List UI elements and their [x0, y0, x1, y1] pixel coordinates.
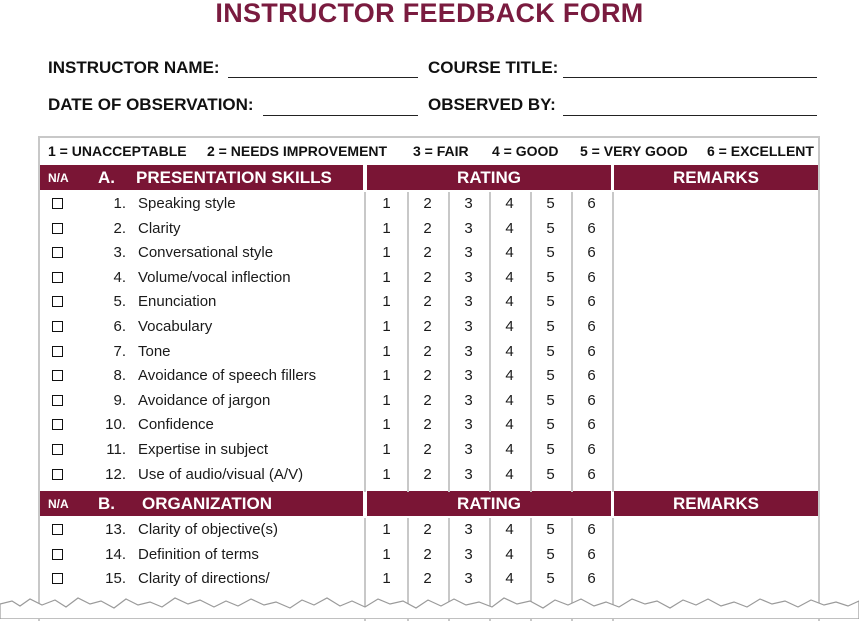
- item-label: Tone: [138, 342, 171, 360]
- item-number: 3.: [113, 244, 126, 262]
- na-checkbox[interactable]: [52, 247, 63, 258]
- rating-header: RATING: [367, 165, 611, 190]
- rating-option-1[interactable]: 1: [382, 318, 391, 335]
- rating-option-5[interactable]: 5: [546, 342, 555, 360]
- rating-option-5[interactable]: 5: [546, 367, 555, 385]
- rating-option-3[interactable]: 3: [464, 268, 473, 286]
- rating-option-3[interactable]: 3: [464, 545, 473, 563]
- rating-option-3[interactable]: 3: [464, 293, 473, 311]
- na-header: N/A: [48, 171, 69, 185]
- rating-option-1[interactable]: 1: [382, 293, 391, 311]
- criteria-row: [40, 543, 818, 568]
- rating-option-5[interactable]: 5: [546, 268, 555, 286]
- rating-option-6[interactable]: 6: [587, 441, 596, 458]
- rating-option-3[interactable]: 3: [464, 342, 473, 360]
- rating-option-5[interactable]: 5: [546, 521, 555, 538]
- rating-option-6[interactable]: 6: [587, 268, 596, 286]
- rating-option-3[interactable]: 3: [464, 367, 473, 385]
- rating-option-1[interactable]: 1: [382, 268, 391, 286]
- item-label: Definition of terms: [138, 545, 259, 563]
- item-number: 10.: [105, 416, 126, 434]
- na-checkbox[interactable]: [52, 524, 63, 535]
- criteria-row: [40, 389, 818, 414]
- rating-option-5[interactable]: 5: [546, 441, 555, 458]
- legend-item: 4 = GOOD: [492, 143, 559, 159]
- rating-option-4[interactable]: 4: [505, 441, 514, 458]
- item-label: Avoidance of jargon: [138, 391, 271, 409]
- na-checkbox[interactable]: [52, 346, 63, 357]
- item-number: 9.: [113, 391, 126, 409]
- na-checkbox[interactable]: [52, 549, 63, 560]
- rating-option-4[interactable]: 4: [505, 219, 514, 237]
- rating-column-divider: [364, 192, 366, 492]
- na-checkbox[interactable]: [52, 370, 63, 381]
- section-title: PRESENTATION SKILLS: [136, 168, 332, 187]
- observed-by-field[interactable]: [563, 115, 817, 116]
- rating-option-2[interactable]: 2: [423, 268, 432, 286]
- section-letter: A.: [98, 168, 115, 187]
- rating-option-4[interactable]: 4: [505, 244, 514, 262]
- criteria-row: [40, 266, 818, 291]
- rating-option-6[interactable]: 6: [587, 367, 596, 385]
- rating-option-3[interactable]: 3: [464, 570, 473, 588]
- item-number: 12.: [105, 465, 126, 483]
- item-number: 5.: [113, 293, 126, 311]
- rating-option-5[interactable]: 5: [546, 570, 555, 588]
- rating-option-6[interactable]: 6: [587, 391, 596, 409]
- rating-option-4[interactable]: 4: [505, 391, 514, 409]
- rating-option-2[interactable]: 2: [423, 521, 432, 538]
- rating-column-divider: [530, 192, 532, 492]
- rating-option-5[interactable]: 5: [546, 465, 555, 483]
- item-number: 14.: [105, 545, 126, 563]
- rating-column-divider: [407, 192, 409, 492]
- item-label: Confidence: [138, 416, 214, 434]
- rating-option-2[interactable]: 2: [423, 244, 432, 262]
- item-number: 1.: [113, 195, 126, 212]
- item-number: 4.: [113, 268, 126, 286]
- rating-option-4[interactable]: 4: [505, 268, 514, 286]
- rating-option-2[interactable]: 2: [423, 465, 432, 483]
- rating-option-6[interactable]: 6: [587, 195, 596, 212]
- rating-option-5[interactable]: 5: [546, 293, 555, 311]
- rating-column-divider: [489, 192, 491, 492]
- rating-option-4[interactable]: 4: [505, 545, 514, 563]
- rating-option-4[interactable]: 4: [505, 521, 514, 538]
- rating-header: RATING: [367, 491, 611, 516]
- rating-option-1[interactable]: 1: [382, 391, 391, 409]
- criteria-row: [40, 217, 818, 242]
- criteria-row: [40, 518, 818, 543]
- remarks-header: REMARKS: [614, 491, 818, 516]
- legend-item: 2 = NEEDS IMPROVEMENT: [207, 143, 388, 159]
- rating-option-2[interactable]: 2: [423, 441, 432, 458]
- instructor-name-label: INSTRUCTOR NAME:: [48, 58, 220, 77]
- rating-option-6[interactable]: 6: [587, 244, 596, 262]
- item-number: 2.: [113, 219, 126, 237]
- rating-option-6[interactable]: 6: [587, 545, 596, 563]
- criteria-row: [40, 364, 818, 389]
- rating-option-2[interactable]: 2: [423, 570, 432, 588]
- rating-option-6[interactable]: 6: [587, 521, 596, 538]
- na-header: N/A: [48, 497, 69, 511]
- instructor-name-field[interactable]: [228, 77, 418, 78]
- course-title-label: COURSE TITLE:: [428, 58, 559, 77]
- rating-option-6[interactable]: 6: [587, 219, 596, 237]
- item-label: Clarity of directions/: [138, 570, 270, 588]
- rating-legend: [40, 138, 818, 165]
- criteria-row: [40, 340, 818, 365]
- rating-option-1[interactable]: 1: [382, 195, 391, 212]
- criteria-row: [40, 438, 818, 463]
- rating-option-6[interactable]: 6: [587, 570, 596, 588]
- item-number: 6.: [113, 318, 126, 335]
- rating-option-3[interactable]: 3: [464, 465, 473, 483]
- legend-item: 6 = EXCELLENT: [707, 143, 814, 159]
- item-label: Avoidance of speech fillers: [138, 367, 317, 385]
- rating-option-2[interactable]: 2: [423, 342, 432, 360]
- item-number: 8.: [113, 367, 126, 385]
- form-title: INSTRUCTOR FEEDBACK FORM: [215, 0, 644, 28]
- rating-option-4[interactable]: 4: [505, 570, 514, 588]
- rating-option-5[interactable]: 5: [546, 545, 555, 563]
- rating-option-6[interactable]: 6: [587, 465, 596, 483]
- rating-option-1[interactable]: 1: [382, 219, 391, 237]
- rating-column-divider: [571, 192, 573, 492]
- criteria-row: [40, 290, 818, 315]
- section-letter: B.: [98, 494, 115, 513]
- rating-column-divider: [448, 192, 450, 492]
- item-number: 11.: [106, 441, 126, 458]
- item-label: Conversational style: [138, 244, 274, 262]
- item-label: Use of audio/visual (A/V): [138, 465, 304, 483]
- na-checkbox[interactable]: [52, 573, 63, 584]
- criteria-row: [40, 241, 818, 266]
- rating-option-6[interactable]: 6: [587, 318, 596, 335]
- observed-by-label: OBSERVED BY:: [428, 95, 556, 114]
- na-checkbox[interactable]: [52, 419, 63, 430]
- legend-item: 3 = FAIR: [413, 143, 469, 159]
- rating-option-1[interactable]: 1: [382, 441, 391, 458]
- legend-item: 1 = UNACCEPTABLE: [48, 143, 187, 159]
- rating-option-3[interactable]: 3: [464, 391, 473, 409]
- rating-option-2[interactable]: 2: [423, 318, 432, 335]
- criteria-row: [40, 413, 818, 438]
- rating-option-4[interactable]: 4: [505, 293, 514, 311]
- rating-option-1[interactable]: 1: [382, 521, 391, 538]
- rating-option-3[interactable]: 3: [464, 219, 473, 237]
- na-checkbox[interactable]: [52, 198, 63, 209]
- rating-column-divider: [612, 192, 614, 492]
- rating-option-1[interactable]: 1: [382, 244, 391, 262]
- rating-option-2[interactable]: 2: [423, 416, 432, 434]
- item-label: Speaking style: [138, 195, 236, 212]
- rating-option-5[interactable]: 5: [546, 219, 555, 237]
- rating-option-2[interactable]: 2: [423, 367, 432, 385]
- rating-option-1[interactable]: 1: [382, 342, 391, 360]
- item-number: 7.: [113, 342, 126, 360]
- rating-option-3[interactable]: 3: [464, 195, 473, 212]
- rating-option-2[interactable]: 2: [423, 219, 432, 237]
- torn-edge: [0, 590, 859, 619]
- rating-option-5[interactable]: 5: [546, 195, 555, 212]
- rating-option-4[interactable]: 4: [505, 465, 514, 483]
- legend-item: 5 = VERY GOOD: [580, 143, 688, 159]
- rating-option-3[interactable]: 3: [464, 244, 473, 262]
- criteria-row: [40, 315, 818, 340]
- na-checkbox[interactable]: [52, 223, 63, 234]
- course-title-field[interactable]: [563, 77, 817, 78]
- item-label: Clarity of objective(s): [138, 521, 279, 538]
- rating-option-6[interactable]: 6: [587, 293, 596, 311]
- rating-option-3[interactable]: 3: [464, 416, 473, 434]
- date-of-observation-label: DATE OF OBSERVATION:: [48, 95, 254, 114]
- item-label: Vocabulary: [138, 318, 213, 335]
- rating-option-1[interactable]: 1: [382, 367, 391, 385]
- item-number: 13.: [105, 521, 126, 538]
- rating-option-4[interactable]: 4: [505, 342, 514, 360]
- criteria-row: [40, 463, 818, 488]
- rating-option-4[interactable]: 4: [505, 367, 514, 385]
- rating-option-2[interactable]: 2: [423, 195, 432, 212]
- na-checkbox[interactable]: [52, 296, 63, 307]
- rating-option-1[interactable]: 1: [382, 416, 391, 434]
- rating-option-2[interactable]: 2: [423, 293, 432, 311]
- item-label: Volume/vocal inflection: [138, 268, 291, 286]
- rating-option-1[interactable]: 1: [382, 545, 391, 563]
- rating-option-5[interactable]: 5: [546, 244, 555, 262]
- na-checkbox[interactable]: [52, 321, 63, 332]
- rating-option-3[interactable]: 3: [464, 441, 473, 458]
- rating-option-2[interactable]: 2: [423, 545, 432, 563]
- feedback-table: [38, 136, 820, 621]
- na-checkbox[interactable]: [52, 395, 63, 406]
- date-of-observation-field[interactable]: [263, 115, 418, 116]
- section-title: ORGANIZATION: [142, 494, 273, 513]
- na-checkbox[interactable]: [52, 272, 63, 283]
- item-label: Enunciation: [138, 293, 217, 311]
- rating-option-4[interactable]: 4: [505, 195, 514, 212]
- rating-option-5[interactable]: 5: [546, 391, 555, 409]
- section-header: [40, 491, 363, 516]
- rating-option-6[interactable]: 6: [587, 342, 596, 360]
- rating-option-4[interactable]: 4: [505, 416, 514, 434]
- section-header: [40, 165, 363, 190]
- na-checkbox[interactable]: [52, 469, 63, 480]
- rating-option-4[interactable]: 4: [505, 318, 514, 335]
- item-label: Expertise in subject: [138, 441, 269, 458]
- rating-option-1[interactable]: 1: [382, 465, 391, 483]
- rating-option-3[interactable]: 3: [464, 521, 473, 538]
- criteria-row: [40, 192, 818, 217]
- remarks-header: REMARKS: [614, 165, 818, 190]
- item-label: Clarity: [138, 219, 181, 237]
- criteria-row: [40, 567, 818, 592]
- rating-option-5[interactable]: 5: [546, 318, 555, 335]
- na-checkbox[interactable]: [52, 444, 63, 455]
- rating-option-6[interactable]: 6: [587, 416, 596, 434]
- rating-option-3[interactable]: 3: [464, 318, 473, 335]
- item-number: 15.: [105, 570, 126, 588]
- rating-option-1[interactable]: 1: [382, 570, 391, 588]
- rating-option-2[interactable]: 2: [423, 391, 432, 409]
- rating-option-5[interactable]: 5: [546, 416, 555, 434]
